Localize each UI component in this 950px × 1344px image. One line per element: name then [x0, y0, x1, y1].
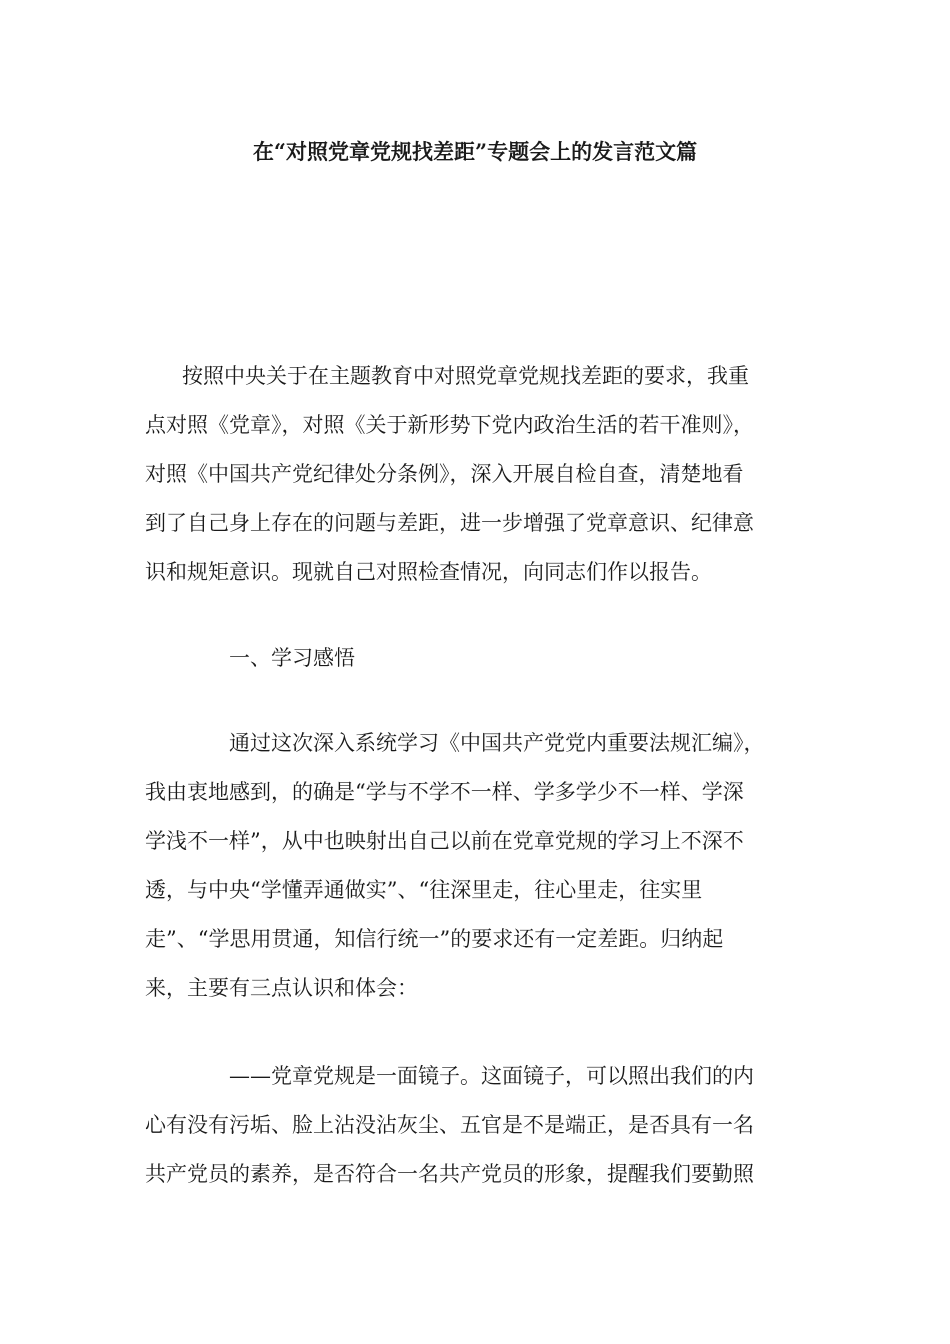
paragraph-line: 点对照《党章》，对照《关于新形势下党内政治生活的若干准则》， [145, 413, 754, 437]
paragraph-line: 到了自己身上存在的问题与差距，进一步增强了党章意识、纪律意 [145, 511, 754, 535]
paragraph-line: 我由衷地感到，的确是“学与不学不一样、学多学少不一样、学深 [145, 780, 744, 804]
paragraph-line: 识和规矩意识。现就自己对照检查情况，向同志们作以报告。 [145, 560, 712, 584]
section-heading: 一、学习感悟 [229, 646, 355, 670]
document-title: 在“对照党章党规找差距”专题会上的发言范文篇 [252, 139, 698, 164]
paragraph-line: 透，与中央“学懂弄通做实”、“往深里走，往心里走，往实里 [145, 878, 703, 902]
paragraph-mirror [145, 1052, 825, 1199]
paragraph-line: 学浅不一样”，从中也映射出自己以前在党章党规的学习上不深不 [145, 829, 744, 853]
paragraph-line: 来，主要有三点认识和体会： [145, 976, 418, 1000]
paragraph-line: 通过这次深入系统学习《中国共产党党内重要法规汇编》， [229, 731, 765, 755]
paragraph-learning [145, 719, 825, 1013]
paragraph-line: 共产党员的素养，是否符合一名共产党员的形象，提醒我们要勤照 [145, 1162, 754, 1186]
paragraph-line: 走”、“学思用贯通，知信行统一”的要求还有一定差距。归纳起 [145, 927, 724, 951]
paragraph-line: 对照《中国共产党纪律处分条例》，深入开展自检自查，清楚地看 [145, 462, 744, 486]
paragraph-line: 按照中央关于在主题教育中对照党章党规找差距的要求，我重 [182, 364, 749, 388]
paragraph-intro [145, 352, 825, 597]
paragraph-line: 心有没有污垢、脸上沾没沾灰尘、五官是不是端正，是否具有一名 [145, 1113, 754, 1137]
paragraph-line: ——党章党规是一面镜子。这面镜子，可以照出我们的内 [229, 1064, 754, 1088]
